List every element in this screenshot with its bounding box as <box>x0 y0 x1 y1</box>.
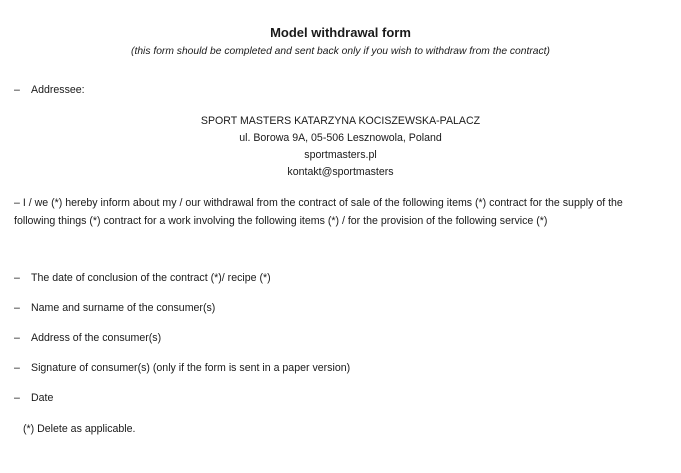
form-title: Model withdrawal form <box>270 25 411 40</box>
field-consumer-address: Address of the consumer(s) <box>31 332 162 344</box>
field-consumer-signature: Signature of consumer(s) (only if the form is sent in a paper version) <box>31 362 351 374</box>
form-subtitle: (this form should be completed and sent back only if you wish to withdraw from the contract) <box>131 46 550 57</box>
footnote: (*) Delete as applicable. <box>23 423 136 435</box>
bullet-dash: – <box>14 332 20 344</box>
company-website: sportmasters.pl <box>304 149 377 161</box>
field-consumer-name: Name and surname of the consumer(s) <box>31 302 216 314</box>
bullet-dash: – <box>14 272 20 284</box>
field-contract-date: The date of conclusion of the contract (*)/ recipe (*) <box>31 272 271 284</box>
bullet-dash: – <box>14 362 20 374</box>
company-email: kontakt@sportmasters <box>287 166 394 178</box>
bullet-dash: – <box>14 302 20 314</box>
company-street: ul. Borowa 9A, 05-506 Lesznowola, Poland <box>239 132 442 144</box>
company-name: SPORT MASTERS KATARZYNA KOCISZEWSKA-PALACZ <box>200 115 481 127</box>
bullet-dash: – <box>14 392 20 404</box>
addressee-label: Addressee: <box>31 84 85 96</box>
withdrawal-declaration: – I / we (*) hereby inform about my / our withdrawal from the contract of sale of the following items (*) contract for the supply of the following things (*) contract for a work involving the following items (*) / for the provision of the following service (*) <box>14 197 623 227</box>
bullet-dash: – <box>14 84 20 96</box>
field-date: Date <box>31 392 54 404</box>
